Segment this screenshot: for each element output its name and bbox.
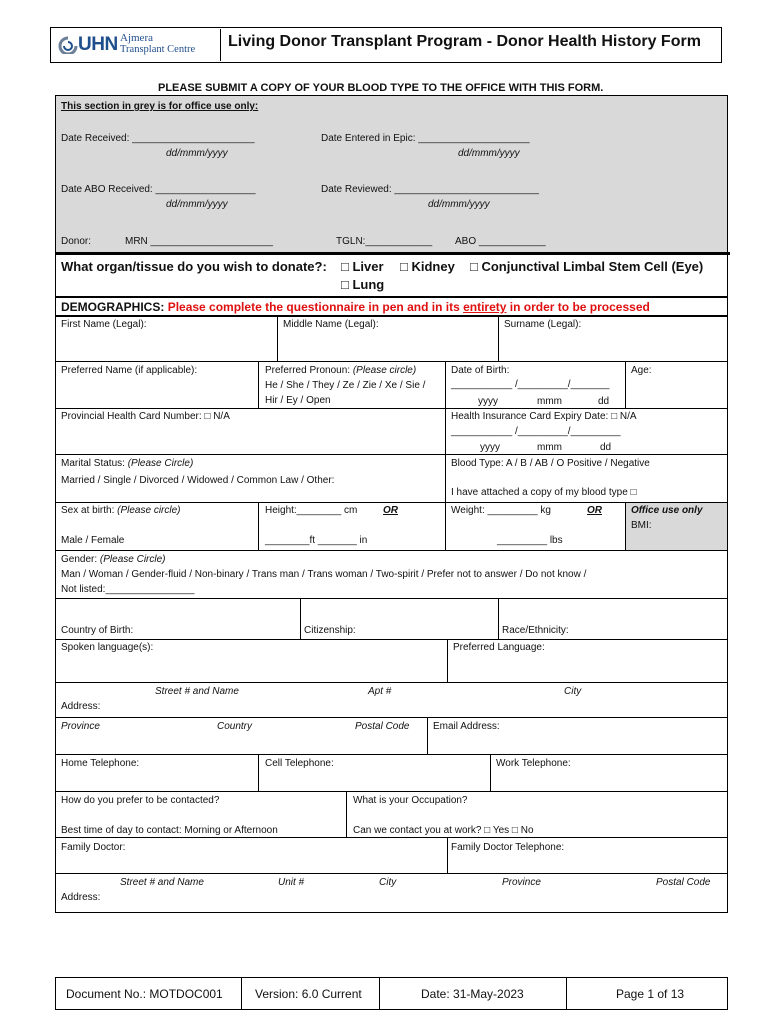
first-name-label: First Name (Legal):	[61, 319, 147, 330]
date-abo-field: Date ABO Received: __________________	[61, 184, 256, 195]
marital-hint: (Please Circle)	[127, 458, 194, 469]
height-or: OR	[383, 505, 398, 516]
weight-kg-field: Weight: _________ kg	[451, 505, 551, 516]
pronoun-label-line	[265, 365, 416, 376]
office-heading: This section in grey is for office use only:	[61, 101, 259, 112]
blood-type-notice: PLEASE SUBMIT A COPY OF YOUR BLOOD TYPE TO THE OFFICE WITH THIS FORM.	[158, 82, 604, 94]
gender-label: Gender:	[61, 554, 98, 565]
spoken-language-label: Spoken language(s):	[61, 642, 154, 653]
logo-centre-text: Transplant Centre	[120, 44, 196, 55]
preferred-name-label: Preferred Name (if applicable):	[61, 365, 198, 376]
email-label: Email Address:	[433, 721, 500, 732]
sex-options: Male / Female	[61, 535, 125, 546]
sex-label: Sex at birth:	[61, 505, 115, 516]
dob-format-year: yyyy	[478, 396, 498, 407]
demographics-instruction-a: Please complete the questionnaire in pen and in its	[167, 300, 464, 314]
city-label: City	[564, 686, 582, 697]
blood-attached-checkbox[interactable]: I have attached a copy of my blood type □	[451, 487, 637, 498]
pronoun-hint: (Please circle)	[352, 365, 417, 376]
blood-type-options: Blood Type: A / B / AB / O Positive / Negative	[451, 458, 650, 469]
office-only-label: Office use only	[631, 505, 703, 516]
weight-lbs-field: _________ lbs	[497, 535, 563, 546]
organ-question: What organ/tissue do you wish to donate?:	[61, 259, 327, 274]
sex-label-line	[61, 505, 181, 516]
fd-address-label: Address:	[61, 892, 101, 903]
demographics-instruction-b: entirety	[463, 300, 507, 314]
dob-format-day: dd	[598, 396, 610, 407]
address-label: Address:	[61, 701, 101, 712]
marital-label: Marital Status:	[61, 458, 125, 469]
fd-province-label: Province	[502, 877, 541, 888]
country-label: Country	[217, 721, 253, 732]
health-card-label: Provincial Health Card Number: □ N/A	[61, 411, 230, 422]
logo-swirl-icon	[58, 36, 78, 54]
fd-street-label: Street # and Name	[120, 877, 204, 888]
home-telephone-label: Home Telephone:	[61, 758, 140, 769]
demographics-title: DEMOGRAPHICS:	[61, 300, 165, 314]
apt-label: Apt #	[368, 686, 392, 697]
dob-format-month: mmm	[537, 396, 562, 407]
donor-label: Donor:	[61, 236, 92, 247]
contact-at-work-checkboxes[interactable]: Can we contact you at work? □ Yes □ No	[353, 825, 534, 836]
occupation-label: What is your Occupation?	[353, 795, 468, 806]
mrn-field: MRN ______________________	[125, 236, 273, 247]
fd-city-label: City	[379, 877, 397, 888]
preferred-language-label: Preferred Language:	[453, 642, 545, 653]
country-birth-label: Country of Birth:	[61, 625, 134, 636]
fd-unit-label: Unit #	[278, 877, 305, 888]
dob-line: ___________ /_________/_______	[451, 379, 610, 390]
form-title: Living Donor Transplant Program - Donor Health History Form	[228, 33, 701, 50]
logo-ajmera-text: Ajmera	[120, 32, 153, 44]
middle-name-label: Middle Name (Legal):	[283, 319, 379, 330]
height-ft-field: ________ft _______ in	[265, 535, 368, 546]
gender-hint: (Please Circle)	[99, 554, 166, 565]
citizenship-label: Citizenship:	[304, 625, 356, 636]
sex-hint: (Please circle)	[117, 505, 181, 516]
date-abo-format: dd/mmm/yyyy	[166, 199, 228, 210]
weight-or: OR	[587, 505, 602, 516]
gender-not-listed: Not listed:________________	[61, 584, 195, 595]
office-use-section	[55, 95, 728, 253]
hic-line: ___________ /_________/_________	[451, 426, 621, 437]
kidney-checkbox[interactable]: □ Kidney	[400, 259, 455, 274]
best-time-label: Best time of day to contact: Morning or Afternoon	[61, 825, 278, 836]
footer-page: Page 1 of 13	[616, 987, 685, 1001]
surname-label: Surname (Legal):	[504, 319, 582, 330]
date-reviewed-field: Date Reviewed: __________________________	[321, 184, 539, 195]
date-entered-field: Date Entered in Epic: ____________________	[321, 133, 530, 144]
gender-label-line	[61, 554, 166, 565]
demographics-instruction-c: in order to be processed	[506, 300, 650, 314]
cell-telephone-label: Cell Telephone:	[265, 758, 334, 769]
province-label: Province	[61, 721, 100, 732]
contact-preference-label: How do you prefer to be contacted?	[61, 795, 220, 806]
dob-label: Date of Birth:	[451, 365, 510, 376]
liver-checkbox[interactable]: □ Liver	[341, 259, 384, 274]
footer-date: Date: 31-May-2023	[421, 987, 524, 1001]
logo-uhn-text: UHN	[78, 34, 118, 55]
height-cm-field: Height:________ cm	[265, 505, 358, 516]
hic-format-year: yyyy	[480, 442, 500, 453]
age-label: Age:	[631, 365, 652, 376]
tgln-field: TGLN:____________	[336, 236, 433, 247]
pronoun-options-2: Hir / Ey / Open	[265, 395, 331, 406]
gender-options: Man / Woman / Gender-fluid / Non-binary / Trans man / Trans woman / Two-spirit / Prefer not to answer / Do not know /	[61, 569, 587, 580]
race-label: Race/Ethnicity:	[502, 625, 569, 636]
date-entered-format: dd/mmm/yyyy	[458, 148, 520, 159]
family-doctor-telephone-label: Family Doctor Telephone:	[451, 842, 565, 853]
marital-label-line	[61, 458, 193, 469]
date-received-format: dd/mmm/yyyy	[166, 148, 228, 159]
pronoun-label: Preferred Pronoun:	[265, 365, 351, 376]
lung-checkbox[interactable]: □ Lung	[341, 277, 385, 292]
demographics-title-line	[61, 300, 650, 314]
uhn-logo	[52, 29, 221, 61]
abo-field: ABO ____________	[455, 236, 546, 247]
work-telephone-label: Work Telephone:	[496, 758, 571, 769]
bmi-label: BMI:	[631, 520, 652, 531]
marital-options: Married / Single / Divorced / Widowed / Common Law / Other:	[61, 475, 335, 486]
hic-format-day: dd	[600, 442, 612, 453]
footer-doc-no: Document No.: MOTDOC001	[66, 987, 223, 1001]
postal-code-label: Postal Code	[355, 721, 410, 732]
fd-postal-label: Postal Code	[656, 877, 711, 888]
date-reviewed-format: dd/mmm/yyyy	[428, 199, 490, 210]
street-label: Street # and Name	[155, 686, 239, 697]
limbal-checkbox[interactable]: □ Conjunctival Limbal Stem Cell (Eye)	[470, 259, 704, 274]
hic-format-month: mmm	[537, 442, 562, 453]
date-received-field: Date Received: ______________________	[61, 133, 255, 144]
pronoun-options-1: He / She / They / Ze / Zie / Xe / Sie /	[265, 380, 426, 391]
hic-expiry-label: Health Insurance Card Expiry Date: □ N/A	[451, 411, 637, 422]
family-doctor-label: Family Doctor:	[61, 842, 126, 853]
footer-version: Version: 6.0 Current	[255, 987, 362, 1001]
